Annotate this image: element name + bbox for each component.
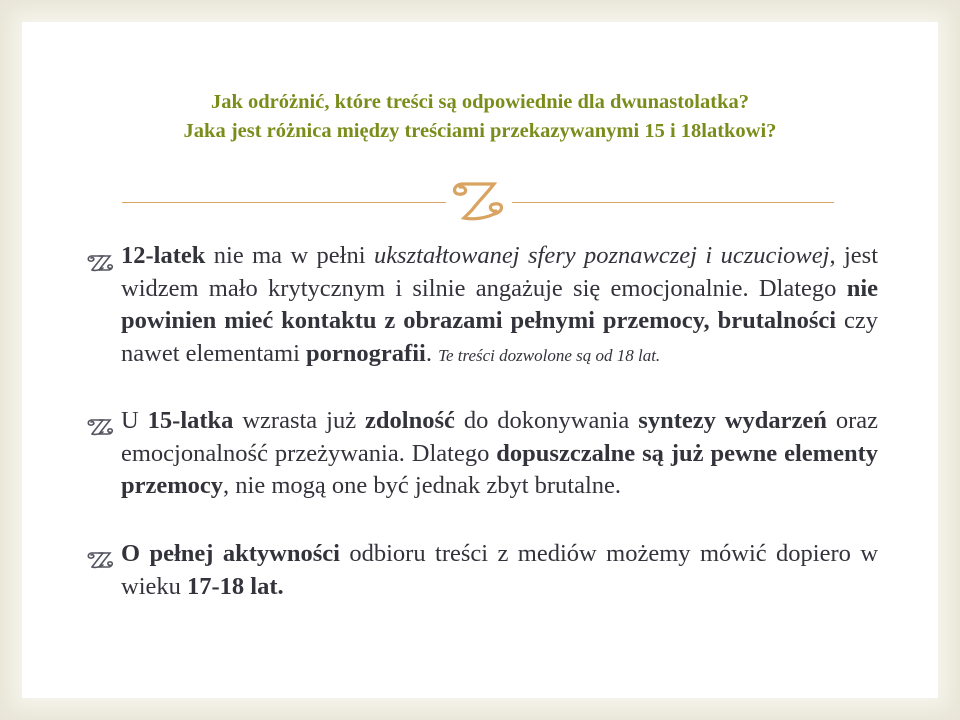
seg: nie powinien mieć kontaktu z obrazami pełnymi przemocy, brutalności bbox=[121, 274, 878, 334]
bullet-text-1 bbox=[121, 240, 878, 372]
seg: zdolność bbox=[365, 407, 455, 434]
seg: syntezy wydarzeń bbox=[638, 407, 827, 434]
scroll-ornament-icon bbox=[448, 176, 508, 222]
seg: odbioru treści z mediów możemy mówić dopiero w wieku bbox=[121, 540, 879, 600]
seg: 15-latka bbox=[147, 407, 234, 434]
seg: wzrasta już bbox=[233, 407, 366, 434]
seg: ukształtowanej sfery poznawczej i uczuciowej bbox=[373, 242, 830, 269]
slide-title-line-1: Jak odróżnić, które treści są odpowiednie dla dwunastolatka? bbox=[211, 91, 749, 113]
seg: 17-18 lat. bbox=[187, 572, 284, 600]
bullet-text-3 bbox=[121, 538, 878, 603]
title-divider-left bbox=[122, 202, 446, 203]
seg: U bbox=[121, 407, 148, 434]
seg: , jest widzem mało krytycznym i silnie angażuje się emocjonalnie. Dlatego bbox=[121, 242, 879, 302]
seg: , nie mogą one być jednak zbyt brutalne. bbox=[223, 472, 622, 499]
seg: czy nawet elementami bbox=[121, 307, 878, 367]
seg: 12-latek bbox=[121, 242, 206, 269]
title-divider-right bbox=[512, 202, 834, 203]
seg: pornografii bbox=[306, 339, 426, 367]
bullet-text-2 bbox=[121, 405, 878, 503]
seg: nie ma w pełni bbox=[205, 242, 374, 269]
scroll-bullet-icon bbox=[86, 549, 116, 571]
scroll-bullet-icon bbox=[86, 252, 116, 274]
scroll-bullet-icon bbox=[86, 416, 116, 438]
slide-title-line-2: Jaka jest różnica między treściami przekazywanymi 15 i 18latkowi? bbox=[183, 120, 777, 142]
seg: O pełnej aktywności bbox=[121, 540, 340, 567]
seg: . bbox=[425, 339, 439, 367]
seg: dopuszczalne są już pewne elementy przemocy bbox=[121, 439, 878, 499]
seg: do dokonywania bbox=[454, 407, 639, 434]
seg: oraz emocjonalność przeżywania. Dlatego bbox=[121, 407, 879, 467]
age-note: Te treści dozwolone są od 18 lat. bbox=[438, 345, 661, 365]
